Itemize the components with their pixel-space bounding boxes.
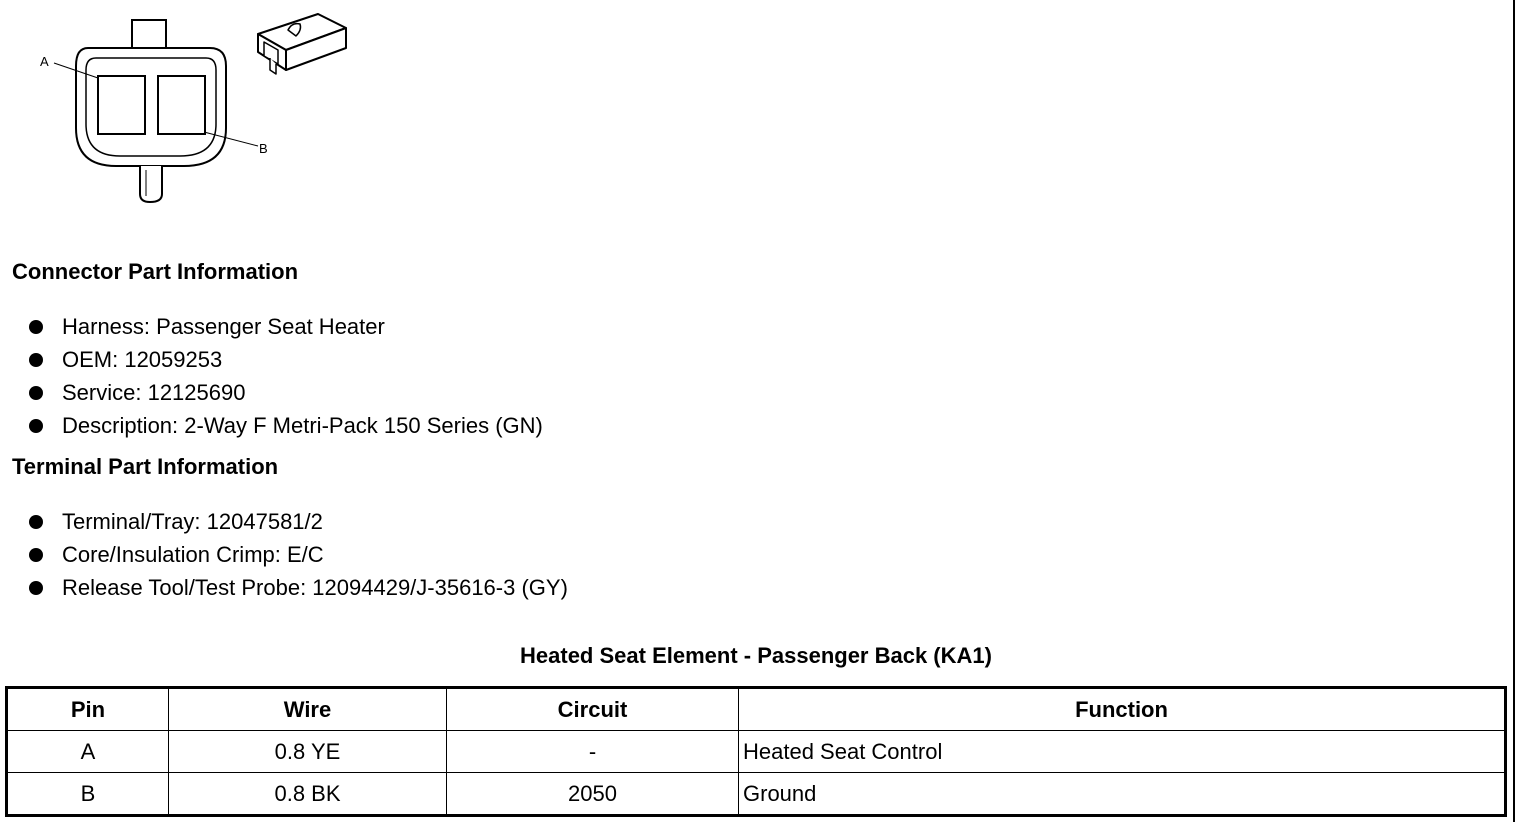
release-tool-info: Release Tool/Test Probe: 12094429/J-35616-3 (GY) xyxy=(62,575,568,600)
cell-wire: 0.8 BK xyxy=(169,773,447,816)
terminal-part-info-heading: Terminal Part Information xyxy=(12,454,279,479)
bullet-icon xyxy=(29,320,43,334)
list-item xyxy=(28,413,543,446)
cell-pin: B xyxy=(7,773,169,816)
list-item xyxy=(28,542,568,575)
oem-info: OEM: 12059253 xyxy=(62,347,223,372)
cell-circuit: 2050 xyxy=(447,773,739,816)
cell-wire: 0.8 YE xyxy=(169,731,447,773)
bullet-icon xyxy=(29,581,43,595)
cell-pin: A xyxy=(7,731,169,773)
table-row xyxy=(7,773,1506,816)
bullet-icon xyxy=(29,386,43,400)
pin-label-a: A xyxy=(40,54,49,69)
table-row xyxy=(7,731,1506,773)
connector-diagram xyxy=(30,10,370,210)
header-function: Function xyxy=(739,688,1506,731)
page-border-line xyxy=(1513,0,1515,822)
terminal-tray-info: Terminal/Tray: 12047581/2 xyxy=(62,509,323,534)
header-circuit: Circuit xyxy=(447,688,739,731)
harness-info: Harness: Passenger Seat Heater xyxy=(62,314,385,339)
header-pin: Pin xyxy=(7,688,169,731)
crimp-info: Core/Insulation Crimp: E/C xyxy=(62,542,324,567)
connector-top-latch xyxy=(132,20,166,50)
pin-table-title: Heated Seat Element - Passenger Back (KA1) xyxy=(520,643,992,668)
bullet-icon xyxy=(29,419,43,433)
table-header-row xyxy=(7,688,1506,731)
pin-table xyxy=(5,686,1507,817)
service-info: Service: 12125690 xyxy=(62,380,246,405)
bullet-icon xyxy=(29,515,43,529)
list-item xyxy=(28,509,568,542)
connector-info-list xyxy=(28,314,543,446)
list-item xyxy=(28,347,543,380)
list-item xyxy=(28,380,543,413)
description-info: Description: 2-Way F Metri-Pack 150 Series (GN) xyxy=(62,413,543,438)
list-item xyxy=(28,575,568,608)
connector-part-info-heading: Connector Part Information xyxy=(12,259,299,284)
connector-bottom-key xyxy=(140,166,162,202)
cell-function: Heated Seat Control xyxy=(739,731,1506,773)
connector-3d-icon xyxy=(258,14,346,74)
bullet-icon xyxy=(29,548,43,562)
bullet-icon xyxy=(29,353,43,367)
terminal-info-list xyxy=(28,509,568,608)
list-item xyxy=(28,314,543,347)
header-wire: Wire xyxy=(169,688,447,731)
cell-circuit: - xyxy=(447,731,739,773)
pin-label-b: B xyxy=(259,141,268,156)
cell-function: Ground xyxy=(739,773,1506,816)
